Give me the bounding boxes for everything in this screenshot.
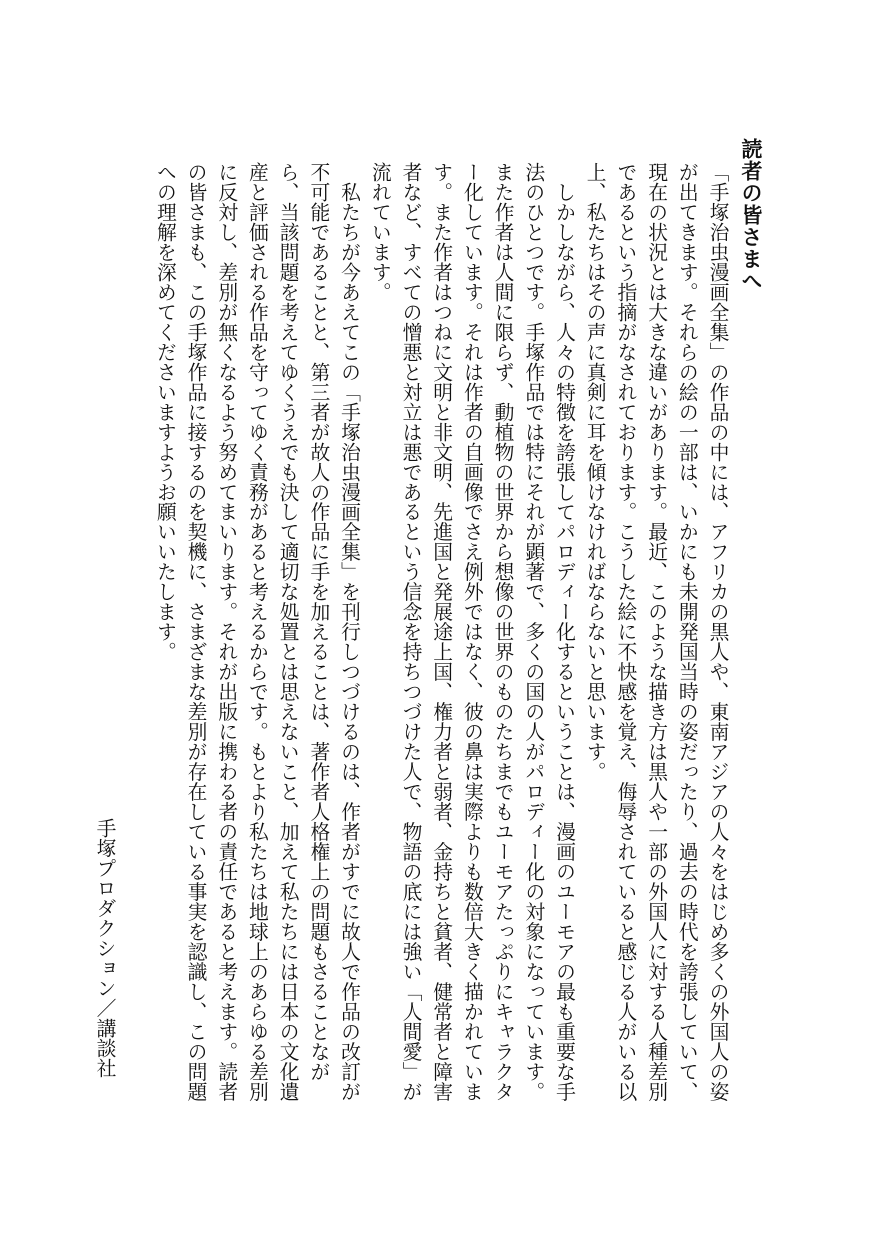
paragraph-3: 私たちが今あえてこの「手塚治虫漫画全集」を刊行しつづけるのは、作者がすでに故人で作品の改訂が不可能であることと、第三者が故人の作品に手を加えることは、著作者人格権上の問題もさることながら、当該問題を考えてゆくうえでも決して適切な処置とは思えないこと、加えて私たちには日本の文化遺産と評価される作品を守ってゆく責務があると考えるからです。もとより私たちは地球上のあらゆる差別に反対し、差別が無くなるよう努めてまいります。それが出版に携わる者の責任であると考えます。読者の皆さまも、この手塚作品に接するのを契機に、さまざまな差別が存在している事実を認識し、この問題への理解を深めてくださいますようお願いいたします。 (153, 162, 361, 1102)
paragraph-1: 「手塚治虫漫画全集」の作品の中には、アフリカの黒人や、東南アジアの人々をはじめ多くの外国人の姿が出てきます。それらの絵の一部は、いかにも未開発国当時の姿だったり、過去の時代を誇張していて、現在の状況とは大きな違いがあります。最近、このような描き方は黒人や一部の外国人に対する人種差別であるという指摘がなされております。こうした絵に不快感を覚え、侮辱されていると感じる人がいる以上、私たちはその声に真剣に耳を傾けなければならないと思います。 (583, 162, 729, 1102)
document-title: 読者の皆さまへ (739, 138, 764, 292)
paragraph-2: しかしながら、人々の特徴を誇張してパロディー化するということは、漫画のユーモアの最も重要な手法のひとつです。手塚作品では特にそれが顕著で、多くの国の人がパロディー化の対象になっています。また作者は人間に限らず、動植物の世界から想像の世界のものたちまでもユーモアたっぷりにキャラクター化しています。それは作者の自画像でさえ例外ではなく、彼の鼻は実際よりも数倍大きく描かれています。また作者はつねに文明と非文明、先進国と発展途上国、権力者と弱者、金持ちと貧者、健常者と障害者など、すべての憎悪と対立は悪であるという信念を持ちつづけた人で、物語の底には強い「人間愛」が流れています。 (368, 162, 576, 1102)
document-body (128, 162, 732, 1112)
publisher-signature: 手塚プロダクション／講談社 (93, 818, 116, 1078)
